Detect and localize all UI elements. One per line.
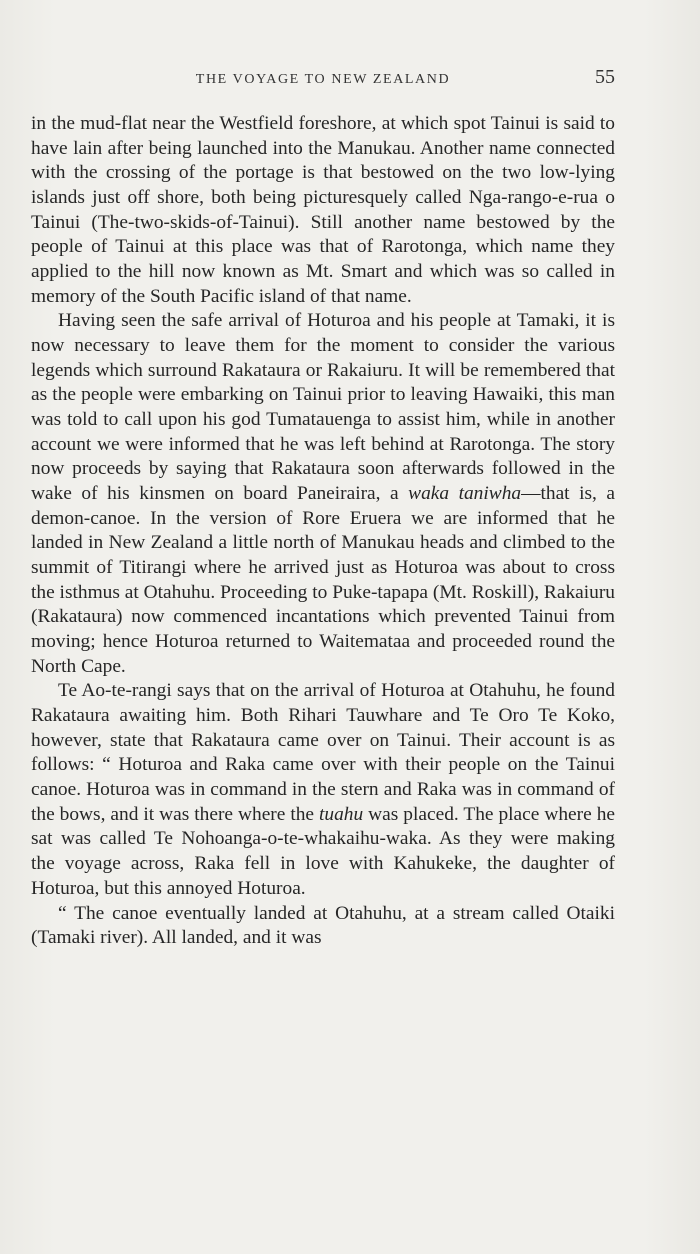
italic-term: waka taniwha	[408, 483, 522, 505]
text-run: —that is, a demon-canoe. In the version of Rore Eruera we are informed that he landed in New Zealand a little north of Manukau heads and climbed to the summit of Titirangi where he arrived just as Hoturoa was about to cross the isthmus at Otahuhu. Proceeding to Puke-tapapa (Mt. Roskill), Rakaiuru (Rakataura) now commenced incantations which prevented Tainui from moving; hence Hoturoa returned to Waitemataa and proceeded round the North Cape.	[31, 483, 615, 677]
paragraph	[31, 309, 615, 679]
italic-term: tuahu	[319, 803, 364, 825]
text-run: in the mud-flat near the Westfield foreshore, at which spot Tainui is said to have lain after being launched into the Manukau. Another name connected with the crossing of the portage is that bestowed on the two low-lying islands just off shore, both being picturesquely called Nga-rango-e-rua o Tainui (The-two-skids-of-Tainui). Still another name bestowed by the people of Tainui at this place was that of Rarotonga, which name they applied to the hill now known as Mt. Smart and which was so called in memory of the South Pacific island of that name.	[31, 113, 615, 307]
paragraph	[31, 112, 615, 309]
text-run: Te Ao-te-rangi says that on the arrival of Hoturoa at Otahuhu, he found Rakataura awaiting him. Both Rihari Tauwhare and Te Oro Te Koko, however, state that Rakataura came over on Tainui. Their account is as follows: “ Hoturoa and Raka came over with their people on the Tainui canoe. Hoturoa was in command in the stern and Raka was in command of the bows, and it was there where the	[31, 680, 615, 825]
text-run: “ The canoe eventually landed at Otahuhu, at a stream called Otaiki (Tamaki river). All landed, and it was	[31, 902, 615, 949]
text-run: Having seen the safe arrival of Hoturoa and his people at Tamaki, it is now necessary to leave them for the moment to consider the various legends which surround Rakataura or Rakaiuru. It will be remembered that as the people were embarking on Tainui prior to leaving Hawaiki, this man was told to call upon his god Tumatauenga to assist him, while in another account we were informed that he was left behind at Rarotonga. The story now proceeds by saying that Rakataura soon afterwards followed in the wake of his kinsmen on board Paneiraira, a	[31, 310, 615, 505]
running-title: THE VOYAGE TO NEW ZEALAND	[195, 72, 451, 87]
paragraph	[31, 679, 615, 901]
text-run: was placed. The place where he sat was called Te Nohoanga-o-te-whakaihu-waka. As they were making the voyage across, Raka fell in love with Kahukeke, the daughter of Hoturoa, but this annoyed Hoturoa.	[31, 803, 615, 899]
page-header	[31, 66, 615, 94]
paragraph	[31, 902, 615, 951]
body-text	[31, 112, 615, 951]
page-number: 55	[595, 66, 615, 88]
